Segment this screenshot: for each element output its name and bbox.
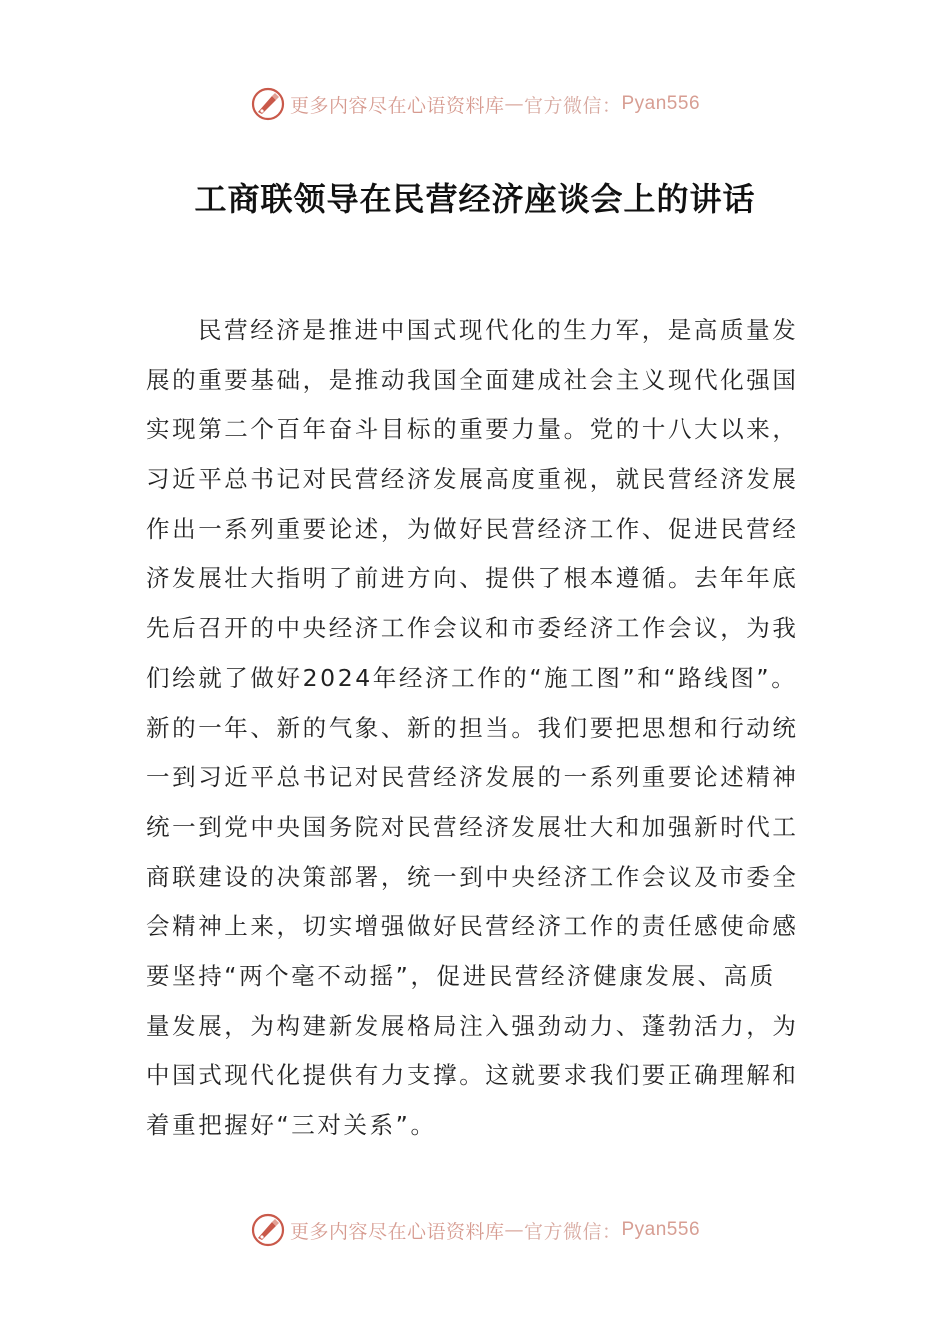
document-body — [146, 306, 808, 1151]
body-line: 实现第二个百年奋斗目标的重要力量。党的十八大以来， — [146, 415, 799, 444]
body-line: 中国式现代化提供有力支撑。这就要求我们要正确理解和 — [146, 1061, 799, 1090]
body-line: 新的一年、新的气象、新的担当。我们要把思想和行动统 — [146, 713, 799, 742]
body-line: 习近平总书记对民营经济发展高度重视，就民营经济发展 — [146, 465, 799, 494]
watermark-separator: — — [504, 1219, 524, 1241]
body-line: 着重把握好“三对关系”。 — [146, 1111, 437, 1139]
body-line: 统一到党中央国务院对民营经济发展壮大和加强新时代工 — [146, 812, 799, 841]
watermark-brand: 更多内容尽在心语资料库 — [289, 94, 505, 117]
watermark-separator: — — [504, 93, 524, 115]
watermark-wechat-label: 官方微信： — [523, 1220, 622, 1243]
watermark-wechat-label: 官方微信： — [523, 94, 622, 117]
body-line: 济发展壮大指明了前进方向、提供了根本遵循。去年年底 — [146, 564, 799, 593]
watermark-wechat-id: Pyan556 — [621, 93, 701, 114]
body-line: 量发展，为构建新发展格局注入强劲动力、蓬勃活力，为 — [146, 1011, 799, 1040]
watermark-footer — [0, 1208, 950, 1252]
body-line: 会精神上来，切实增强做好民营经济工作的责任感使命感 — [146, 912, 799, 941]
watermark-brand: 更多内容尽在心语资料库 — [289, 1220, 505, 1243]
body-line: 展的重要基础，是推动我国全面建成社会主义现代化强国 — [146, 365, 799, 394]
body-line: 作出一系列重要论述，为做好民营经济工作、促进民营经 — [146, 514, 799, 543]
pen-nib-logo-icon — [250, 1212, 286, 1248]
body-line: 民营经济是推进中国式现代化的生力军，是高质量发 — [198, 316, 799, 344]
body-line: 商联建设的决策部署，统一到中央经济工作会议及市委全 — [146, 862, 799, 891]
body-line: 要坚持“两个毫不动摇”，促进民营经济健康发展、高质 — [146, 961, 776, 990]
body-line: 一到习近平总书记对民营经济发展的一系列重要论述精神 — [146, 763, 799, 792]
watermark-header — [0, 82, 950, 126]
body-line: 先后召开的中央经济工作会议和市委经济工作会议，为我 — [146, 614, 799, 643]
watermark-wechat-id: Pyan556 — [621, 1219, 701, 1240]
body-line: 们绘就了做好2024年经济工作的“施工图”和“路线图”。 — [146, 663, 798, 692]
pen-nib-logo-icon — [250, 86, 286, 122]
document-title: 工商联领导在民营经济座谈会上的讲话 — [194, 180, 756, 218]
